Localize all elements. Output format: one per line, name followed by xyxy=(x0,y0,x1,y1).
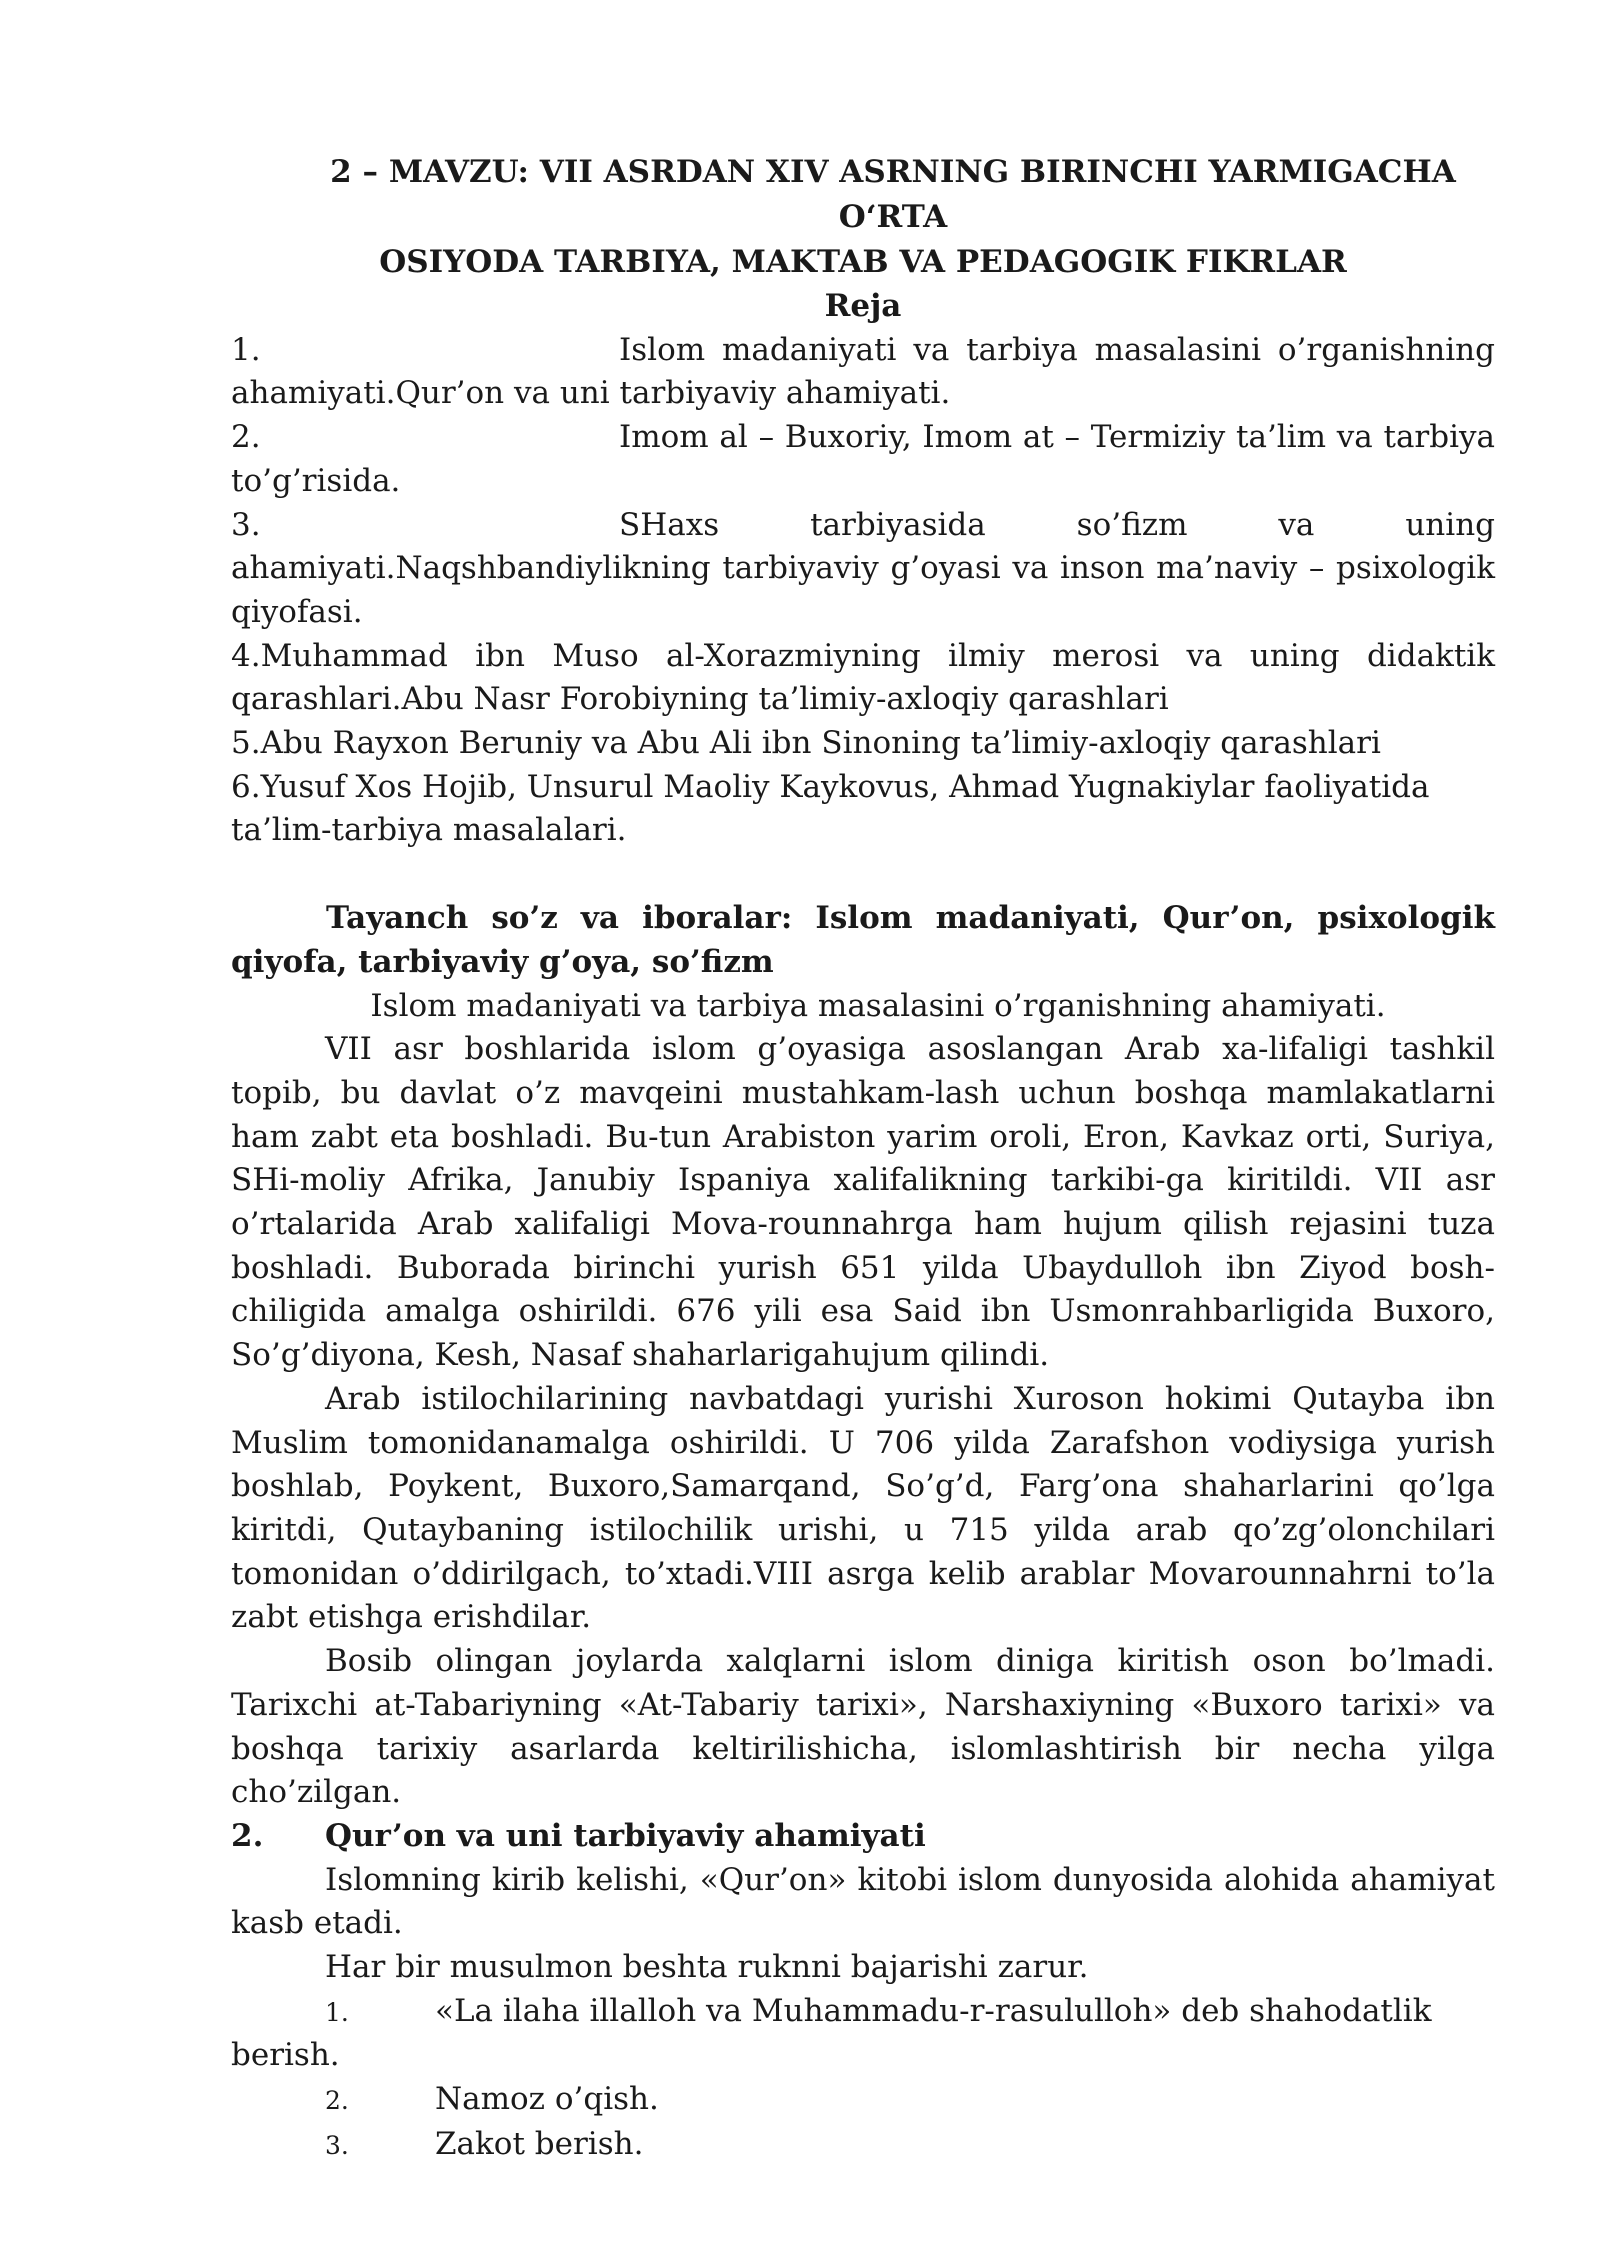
plan-item-number: 3. xyxy=(231,506,261,543)
title-line-2: OSIYODA TARBIYA, MAKTAB VA PEDAGOGIK FIKRLAR xyxy=(379,244,1347,280)
plan-item-number: 4. xyxy=(231,637,261,674)
plan-item-text: Yusuf Xos Hojib, Unsurul Maoliy Kaykovus, Ahmad Yugnakiylar faoliyatida ta’lim-tarbiya masalalari. xyxy=(231,768,1430,849)
plan-item xyxy=(231,504,1495,635)
plan-item-number: 2. xyxy=(231,419,261,456)
section-title: Qur’on va uni tarbiyaviy ahamiyati xyxy=(325,1817,926,1854)
plan-item-text: Muhammad ibn Muso al-Xorazmiyning ilmiy merosi va uning didaktik qarashlari.Abu Nasr Forobiyning ta’limiy-axloqiy qarashlari xyxy=(231,637,1495,718)
plan-item-number: 5. xyxy=(231,725,261,762)
plan-item xyxy=(231,766,1495,853)
document-title xyxy=(231,150,1495,285)
plan-item xyxy=(231,329,1495,416)
section-subheading: Islom madaniyati va tarbiya masalasini o’rganishning ahamiyati. xyxy=(370,987,1386,1024)
body-paragraph: Islomning kirib kelishi, «Qur’on» kitobi islom dunyosida alohida ahamiyat kasb etadi. xyxy=(231,1861,1495,1942)
section-2-heading xyxy=(231,1815,1495,1859)
plan-item xyxy=(231,635,1495,722)
body-paragraph: Arab istilochilarining navbatdagi yurishi Xuroson hokimi Qutayba ibn Muslim tomonidanamalga oshirildi. U 706 yilda Zarafshon vodiysiga yurish boshlab, Poykent, Buxoro,Samarqand, So’g’d, Farg’ona shaharlarini qo’lga kiritdi, Qutaybaning istilochilik urishi, u 715 yilda arab qo’zg’olonchilari tomonidan o’ddirilgach, to’xtadi.VIII asrga kelib arablar Movarounnahrni to’la zabt etishga erishdilar. xyxy=(231,1380,1495,1636)
title-line-1: 2 – MAVZU: VII ASRDAN XIV ASRNING BIRINCHI YARMIGACHA O‘RTA xyxy=(330,154,1456,235)
plan-item-text: SHaxs tarbiyasida so’fizm va uning ahamiyati.Naqshbandiylikning tarbiyaviy g’oyasi va inson ma’naviy – psixologik qiyofasi. xyxy=(231,506,1495,630)
pillar-text: Zakot berish. xyxy=(435,2125,644,2162)
pillar-number: 3. xyxy=(325,2130,349,2160)
body-paragraph: Bosib olingan joylarda xalqlarni islom diniga kiritish oson bo’lmadi. Tarixchi at-Tabariyning «At-Tabariy tarixi», Narshaxiyning «Buxoro tarixi» va boshqa tarixiy asarlarda keltirilishicha, islomlashtirish bir necha yilga cho’zilgan. xyxy=(231,1643,1495,1811)
section-number: 2. xyxy=(231,1817,264,1854)
pillar-item xyxy=(231,1990,1495,2078)
plan-list xyxy=(231,329,1495,853)
pillar-number: 1. xyxy=(325,1997,349,2027)
plan-item-number: 6. xyxy=(231,768,261,805)
pillar-item xyxy=(231,2078,1495,2123)
keywords-paragraph: Tayanch so’z va iboralar: Islom madaniyati, Qur’on, psixologik qiyofa, tarbiyaviy g’oya, so’fizm xyxy=(231,900,1495,980)
body-paragraph: Har bir musulmon beshta ruknni bajarishi zarur. xyxy=(325,1949,1089,1986)
plan-item xyxy=(231,722,1495,766)
pillar-text: Namoz o’qish. xyxy=(435,2081,659,2118)
plan-item xyxy=(231,416,1495,503)
plan-heading: Reja xyxy=(824,288,902,324)
plan-item-text: Islom madaniyati va tarbiya masalasini o’rganishning ahamiyati.Qur’on va uni tarbiyaviy ahamiyati. xyxy=(231,331,1495,412)
pillar-text: «La ilaha illalloh va Muhammadu-r-rasululloh» deb shahodatlik berish. xyxy=(231,1992,1432,2074)
pillar-item xyxy=(231,2123,1495,2168)
spacer xyxy=(231,853,1495,897)
pillar-number: 2. xyxy=(325,2086,349,2116)
body-paragraph: VII asr boshlarida islom g’oyasiga asoslangan Arab xa-lifaligi tashkil topib, bu davlat o’z mavqeini mustahkam-lash uchun boshqa mamlakatlarni ham zabt eta boshladi. Bu-tun Arabiston yarim oroli, Eron, Kavkaz orti, Suriya, SHi-moliy Afrika, Janubiy Ispaniya xalifalikning tarkibi-ga kiritildi. VII asr o’rtalarida Arab xalifaligi Mova-rounnahrga ham hujum qilish rejasini tuza boshladi. Buborada birinchi yurish 651 yilda Ubaydulloh ibn Ziyod bosh-chiligida amalga oshirildi. 676 yili esa Said ibn Usmonrahbarligida Buxoro, So’g’diyona, Kesh, Nasaf shaharlarigahujum qilindi. xyxy=(231,1031,1495,1374)
plan-item-number: 1. xyxy=(231,331,261,368)
document-page xyxy=(231,150,1495,2168)
plan-item-text: Imom al – Buxoriy, Imom at – Termiziy ta’lim va tarbiya to’g’risida. xyxy=(231,419,1495,499)
plan-item-text: Abu Rayxon Beruniy va Abu Ali ibn Sinoning ta’limiy-axloqiy qarashlari xyxy=(260,725,1381,762)
